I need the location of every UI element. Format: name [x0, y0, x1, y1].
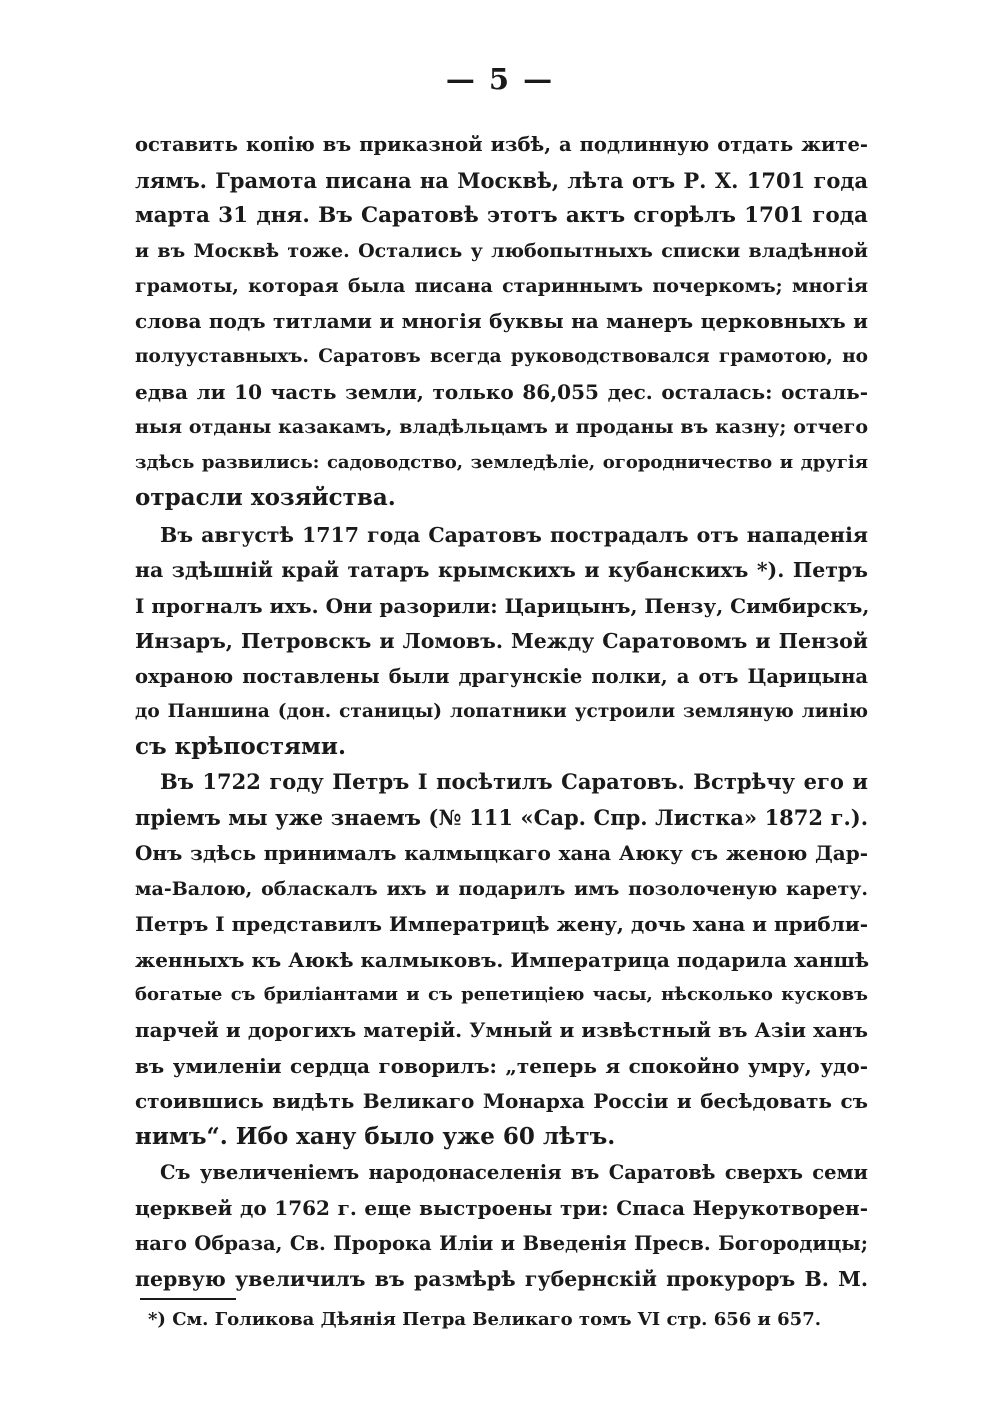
text-line: женныхъ къ Аюкѣ калмыковъ. Императрица подарила ханшѣ	[135, 948, 870, 972]
text-line: Въ августѣ 1717 года Саратовъ пострадалъ отъ нападенія	[160, 523, 868, 547]
text-line: на здѣшній край татаръ крымскихъ и кубанскихъ *). Петръ	[135, 558, 868, 582]
text-line: оставить копію въ приказной избѣ, а подлинную отдать жите-	[135, 133, 868, 156]
text-line: I прогналъ ихъ. Они разорили: Царицынъ, Пензу, Симбирскъ,	[135, 594, 870, 618]
text-line: Инзаръ, Петровскъ и Ломовъ. Между Саратовомъ и Пензой	[135, 629, 868, 653]
text-line: и въ Москвѣ тоже. Остались у любопытныхъ списки владѣнной	[135, 240, 868, 262]
text-line: Въ 1722 году Петръ I посѣтилъ Саратовъ. Встрѣчу его и	[160, 769, 868, 794]
text-line: наго Образа, Св. Пророка Иліи и Введенія Пресв. Богородицы;	[135, 1232, 868, 1255]
text-line: съ крѣпостями.	[135, 733, 346, 760]
text-line: едва ли 10 часть земли, только 86,055 дес. осталась: осталь-	[135, 380, 868, 404]
text-line: отрасли хозяйства.	[135, 484, 396, 511]
text-line: богатые съ бриліантами и съ репетиціею часы, нѣсколько кусковъ	[135, 984, 868, 1005]
text-line: охраною поставлены были драгунскіе полки, а отъ Царицына	[135, 665, 868, 688]
text-line: парчей и дорогихъ матерій. Умный и извѣстный въ Азіи ханъ	[135, 1018, 868, 1042]
text-line: пріемъ мы уже знаемъ (№ 111 «Сар. Спр. Листка» 1872 г.).	[135, 805, 868, 830]
text-line: лямъ. Грамота писана на Москвѣ, лѣта отъ Р. X. 1701 года	[135, 168, 868, 193]
text-line: полууставныхъ. Саратовъ всегда руководствовался грамотою, но	[135, 346, 868, 367]
text-line: первую увеличилъ въ размѣрѣ губернскій прокуроръ В. М.	[135, 1267, 868, 1291]
text-line: Съ увеличеніемъ народонаселенія въ Саратовѣ сверхъ семи	[160, 1161, 868, 1184]
text-line: ныя отданы казакамъ, владѣльцамъ и проданы въ казну; отчего	[135, 416, 868, 438]
text-line: здѣсь развились: садоводство, земледѣліе, огородничество и другія	[135, 452, 868, 473]
text-line: въ умиленіи сердца говорилъ: „теперь я спокойно умру, удо-	[135, 1054, 868, 1078]
page-number: — 5 —	[445, 62, 555, 96]
text-line: нимъ“. Ибо хану было уже 60 лѣтъ.	[135, 1123, 616, 1150]
text-line: Петръ I представилъ Императрицѣ жену, дочь хана и прибли-	[135, 912, 868, 936]
text-line: церквей до 1762 г. еще выстроены три: Спаса Нерукотворен-	[135, 1196, 868, 1220]
footnote: *) См. Голикова Дѣянія Петра Великаго томъ VI стр. 656 и 657.	[148, 1309, 821, 1330]
text-line: ма-Валою, обласкалъ ихъ и подарилъ имъ позолоченую карету.	[135, 878, 868, 900]
text-line: до Паншина (дон. станицы) лопатники устроили земляную линію	[135, 701, 868, 722]
text-line: стоившись видѣть Великаго Монарха Россіи и бесѣдовать съ	[135, 1089, 868, 1113]
text-line: Онъ здѣсь принималъ калмыцкаго хана Аюку съ женою Дар-	[135, 841, 868, 865]
footnote-divider	[140, 1298, 236, 1300]
text-line: грамоты, которая была писана стариннымъ почеркомъ; многія	[135, 275, 868, 297]
text-line: слова подъ титлами и многія буквы на манеръ церковныхъ и	[135, 309, 868, 333]
text-line: марта 31 дня. Въ Саратовѣ этотъ актъ сгорѣлъ 1701 года	[135, 203, 868, 228]
